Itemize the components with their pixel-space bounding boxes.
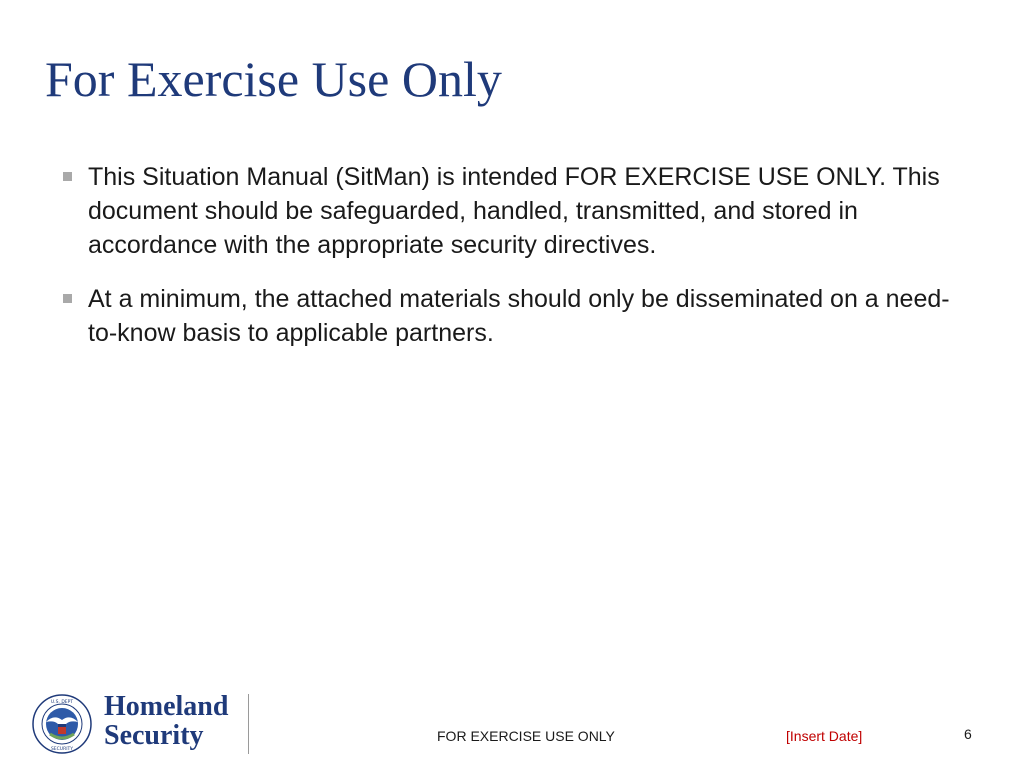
bullet-text: This Situation Manual (SitMan) is intended FOR EXERCISE USE ONLY. This document should be safeguarded, handled, transmitted, and stored in accordance with the appropriate security directives. — [88, 163, 940, 259]
bullet-item — [88, 160, 968, 262]
footer-date: [Insert Date] — [786, 728, 863, 744]
logo-wordmark — [104, 692, 228, 750]
square-bullet-icon — [63, 294, 72, 303]
svg-text:SECURITY: SECURITY — [50, 747, 74, 752]
logo-line-homeland: Homeland — [104, 691, 229, 722]
page-number: 6 — [964, 726, 972, 742]
footer-classification: FOR EXERCISE USE ONLY — [437, 728, 615, 744]
bullet-text: At a minimum, the attached materials should only be disseminated on a need-to-know basis to applicable partners. — [88, 285, 950, 347]
logo-line-security: Security — [104, 720, 204, 751]
svg-text:U.S. DEPT: U.S. DEPT — [50, 700, 74, 705]
dhs-seal-icon — [32, 694, 92, 754]
bullet-list — [88, 160, 968, 370]
bullet-item — [88, 282, 968, 350]
slide-title: For Exercise Use Only — [45, 51, 502, 107]
square-bullet-icon — [63, 172, 72, 181]
dhs-logo — [32, 690, 252, 756]
logo-divider — [248, 694, 249, 754]
